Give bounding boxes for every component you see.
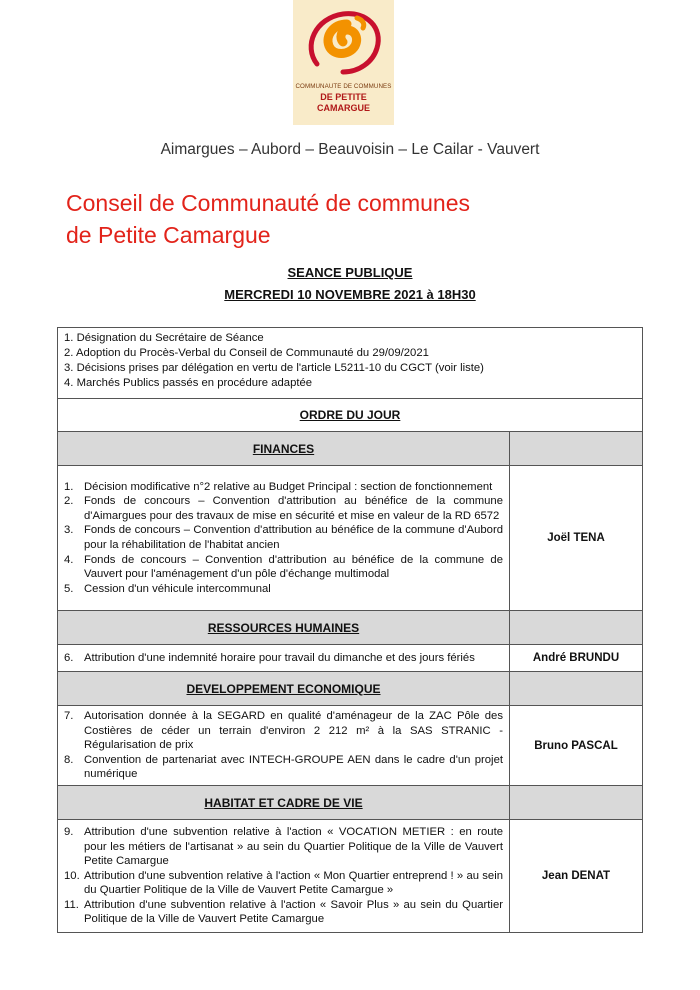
logo: [293, 0, 394, 125]
agenda-item: 7. Autorisation donnée à la SEGARD en qualité d'aménageur de la ZAC Pôle des Costières de céder un terrain d'environ 2 212 m² à la SAS STRANIC - Régularisation de prix: [64, 710, 503, 752]
logo-line-3: CAMARGUE: [317, 103, 370, 113]
section-heading-ressources-humaines: RESSOURCES HUMAINES: [58, 611, 510, 645]
logo-swirl-icon: [299, 6, 388, 82]
preliminaries-cell: [58, 328, 643, 399]
preliminary-item: 3. Décisions prises par délégation en vertu de l'article L5211-10 du CGCT (voir liste): [64, 362, 484, 374]
agenda-item: 3. Fonds de concours – Convention d'attribution au bénéfice de la commune d'Aubord pour la réhabilitation de l'habitat ancien: [64, 524, 503, 551]
agenda-item: 2. Fonds de concours – Convention d'attribution au bénéfice de la commune d'Aimargues pour des travaux de mise en sécurité et mise en valeur de la RD 6572: [64, 495, 503, 522]
preliminary-item: 4. Marchés Publics passés en procédure adaptée: [64, 377, 313, 389]
section-heading-developpement-economique: DEVELOPPEMENT ECONOMIQUE: [58, 672, 510, 706]
rapporteur-ressources-humaines: André BRUNDU: [510, 645, 643, 672]
preliminary-item: 2. Adoption du Procès-Verbal du Conseil de Communauté du 29/09/2021: [64, 347, 429, 359]
agenda-heading: ORDRE DU JOUR: [58, 399, 643, 432]
section-heading-blank: [510, 672, 643, 706]
section-items-ressources-humaines: [58, 645, 510, 672]
member-communes: Aimargues – Aubord – Beauvoisin – Le Cailar - Vauvert: [160, 141, 540, 158]
agenda-item: 10. Attribution d'une subvention relative à l'action « Mon Quartier entreprend ! » au sein du Quartier Politique de la Ville de Vauvert Petite Camargue »: [64, 869, 503, 897]
agenda-item: 9. Attribution d'une subvention relative à l'action « VOCATION METIER : en route pour les métiers de l'artisanat » au sein du Quartier Politique de la Ville de Vauvert Petite Camargue: [64, 825, 503, 868]
session-type: SEANCE PUBLIQUE: [287, 265, 413, 280]
rapporteur-developpement-economique: Bruno PASCAL: [510, 706, 643, 786]
logo-line-2: DE PETITE: [320, 92, 367, 102]
section-heading-finances: FINANCES: [58, 432, 510, 466]
session-date: MERCREDI 10 NOVEMBRE 2021 à 18H30: [224, 287, 476, 302]
agenda-item: 5. Cession d'un véhicule intercommunal: [64, 582, 271, 595]
section-heading-blank: [510, 432, 643, 466]
section-items-habitat: [58, 820, 510, 933]
agenda-item: 11. Attribution d'une subvention relative à l'action « Savoir Plus » au sein du Quartier Politique de la Ville de Vauvert Petite Camargue: [64, 898, 503, 926]
section-heading-blank: [510, 786, 643, 820]
council-title-line-2: de Petite Camargue: [66, 222, 271, 248]
council-title-line-1: Conseil de Communauté de communes: [66, 190, 470, 216]
section-heading-habitat: HABITAT ET CADRE DE VIE: [58, 786, 510, 820]
section-items-finances: [58, 466, 510, 611]
logo-line-1: COMMUNAUTE DE COMMUNES: [295, 83, 392, 90]
agenda-item: 1. Décision modificative n°2 relative au Budget Principal : section de fonctionnement: [64, 480, 493, 493]
agenda-item: 8. Convention de partenariat avec INTECH-GROUPE AEN dans le cadre d'un projet numérique: [64, 753, 503, 781]
preliminary-item: 1. Désignation du Secrétaire de Séance: [64, 332, 264, 344]
agenda-table: [57, 327, 643, 933]
rapporteur-habitat: Jean DENAT: [510, 820, 643, 933]
section-items-developpement-economique: [58, 706, 510, 786]
section-heading-blank: [510, 611, 643, 645]
agenda-item: 4. Fonds de concours – Convention d'attribution au bénéfice de la commune de Vauvert pour l'aménagement d'un pôle d'échange multimodal: [64, 553, 503, 581]
rapporteur-finances: Joël TENA: [510, 466, 643, 611]
agenda-item: 6. Attribution d'une indemnité horaire pour travail du dimanche et des jours fériés: [64, 651, 475, 664]
